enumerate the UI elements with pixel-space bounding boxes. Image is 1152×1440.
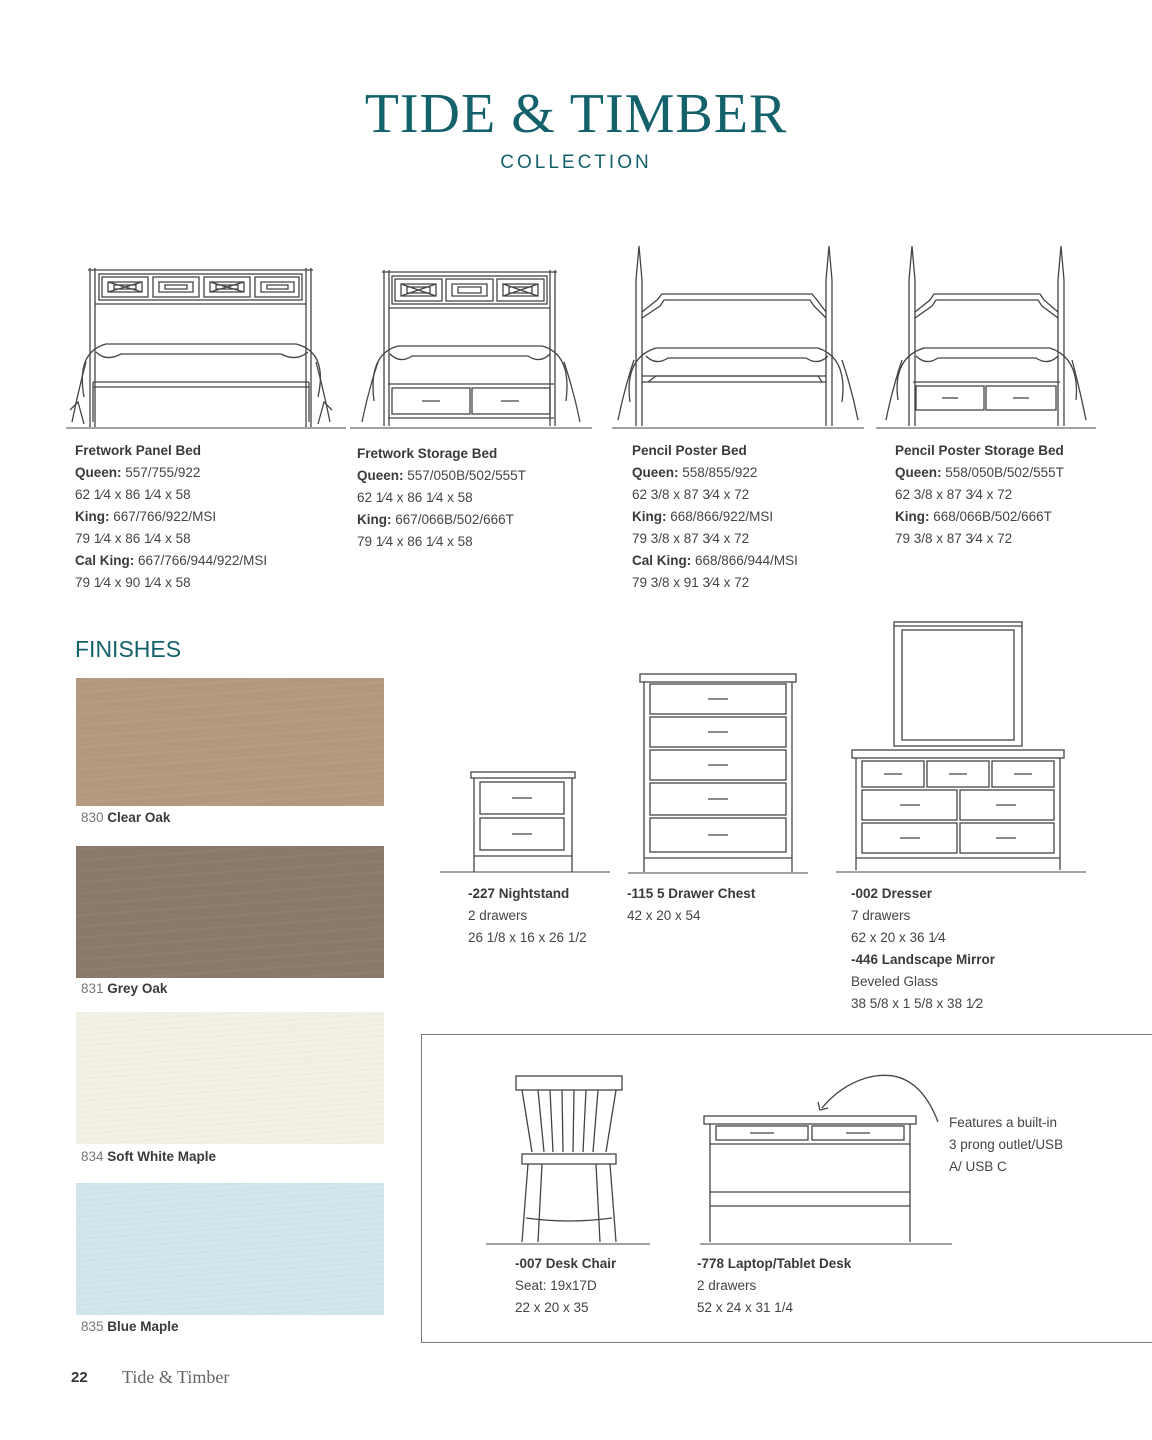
product-name: -778 Laptop/Tablet Desk <box>697 1256 852 1271</box>
bed-spec-pencil-poster <box>632 440 798 594</box>
spec-line: 79 1⁄4 x 86 1⁄4 x 58 <box>357 534 473 549</box>
spec-line: Seat: 19x17D <box>515 1278 597 1293</box>
spec-line: Queen: 558/855/922 <box>632 465 758 480</box>
finish-label: 834 Soft White Maple <box>81 1149 217 1164</box>
spec-line: 52 x 24 x 31 1/4 <box>697 1300 794 1315</box>
laptop-desk-drawing <box>680 1068 952 1248</box>
finishes-heading: FINISHES <box>75 636 182 662</box>
bed-spec-pencil-poster-storage <box>895 440 1064 550</box>
product-name: Fretwork Panel Bed <box>75 443 202 458</box>
product-name: -007 Desk Chair <box>515 1256 617 1271</box>
fretwork-panel-bed-drawing <box>66 262 346 432</box>
desk-feature-callout <box>949 1112 1063 1178</box>
bed-spec-fretwork-storage <box>357 443 526 553</box>
spec-line: 62 3/8 x 87 3⁄4 x 72 <box>632 487 750 502</box>
callout-line: A/ USB C <box>949 1159 1007 1174</box>
footer-brand: Tide & Timber <box>122 1367 230 1387</box>
spec-line: 79 1⁄4 x 90 1⁄4 x 58 <box>75 575 191 590</box>
spec-line: 62 x 20 x 36 1⁄4 <box>851 930 946 945</box>
bed-spec-fretwork-panel <box>75 440 267 594</box>
callout-line: 3 prong outlet/USB <box>949 1137 1064 1152</box>
five-drawer-chest-drawing <box>628 672 808 876</box>
finish-swatch-soft-white-maple <box>76 1012 384 1144</box>
finish-swatch-grey-oak <box>76 846 384 978</box>
spec-line: Cal King: 667/766/944/922/MSI <box>75 553 268 568</box>
product-name: Fretwork Storage Bed <box>357 446 498 461</box>
spec-line: 2 drawers <box>468 908 528 923</box>
fretwork-storage-bed-drawing <box>350 266 592 432</box>
product-name: Pencil Poster Storage Bed <box>895 443 1064 458</box>
spec-line: King: 667/066B/502/666T <box>357 512 514 527</box>
spec-line: 26 1/8 x 16 x 26 1/2 <box>468 930 587 945</box>
spec-line: 22 x 20 x 35 <box>515 1300 589 1315</box>
office-spec-desk <box>697 1253 851 1319</box>
desk-chair-drawing <box>486 1072 650 1248</box>
pencil-poster-bed-drawing <box>612 240 864 432</box>
product-name: -227 Nightstand <box>468 886 570 901</box>
product-name: -446 Landscape Mirror <box>851 952 996 967</box>
callout-line: Features a built-in <box>949 1115 1058 1130</box>
pencil-poster-storage-bed-drawing <box>876 240 1096 432</box>
spec-line: 79 3/8 x 87 3⁄4 x 72 <box>632 531 750 546</box>
product-name: -115 5 Drawer Chest <box>627 886 756 901</box>
spec-line: Queen: 557/755/922 <box>75 465 201 480</box>
collection-subtitle: COLLECTION <box>500 152 652 173</box>
spec-line: King: 667/766/922/MSI <box>75 509 217 524</box>
finish-label: 835 Blue Maple <box>81 1319 179 1334</box>
finish-label: 831 Grey Oak <box>81 981 168 996</box>
spec-line: Cal King: 668/866/944/MSI <box>632 553 798 568</box>
spec-line: 2 drawers <box>697 1278 757 1293</box>
finish-swatch-blue-maple <box>76 1183 384 1315</box>
spec-line: 79 3/8 x 87 3⁄4 x 72 <box>895 531 1013 546</box>
spec-line: Queen: 558/050B/502/555T <box>895 465 1064 480</box>
spec-line: Beveled Glass <box>851 974 939 989</box>
page-number: 22 <box>71 1369 88 1386</box>
office-spec-chair <box>515 1253 616 1319</box>
dresser-mirror-drawing <box>836 618 1086 876</box>
spec-line: 38 5/8 x 1 5/8 x 38 1⁄2 <box>851 996 984 1011</box>
collection-title: TIDE & TIMBER <box>364 83 788 145</box>
spec-line: 62 1⁄4 x 86 1⁄4 x 58 <box>75 487 191 502</box>
case-spec-nightstand <box>468 883 587 949</box>
spec-line: Queen: 557/050B/502/555T <box>357 468 526 483</box>
nightstand-drawing <box>440 766 610 878</box>
product-name: -002 Dresser <box>851 886 933 901</box>
spec-line: 62 3/8 x 87 3⁄4 x 72 <box>895 487 1013 502</box>
spec-line: King: 668/066B/502/666T <box>895 509 1052 524</box>
finish-label: 830 Clear Oak <box>81 810 171 825</box>
spec-line: 62 1⁄4 x 86 1⁄4 x 58 <box>357 490 473 505</box>
product-name: Pencil Poster Bed <box>632 443 747 458</box>
spec-line: 79 1⁄4 x 86 1⁄4 x 58 <box>75 531 191 546</box>
spec-line: King: 668/866/922/MSI <box>632 509 774 524</box>
spec-line: 42 x 20 x 54 <box>627 908 701 923</box>
case-spec-dresser <box>851 883 995 1015</box>
spec-line: 79 3/8 x 91 3⁄4 x 72 <box>632 575 750 590</box>
spec-line: 7 drawers <box>851 908 911 923</box>
case-spec-chest <box>627 883 755 927</box>
finish-swatch-clear-oak <box>76 678 384 806</box>
